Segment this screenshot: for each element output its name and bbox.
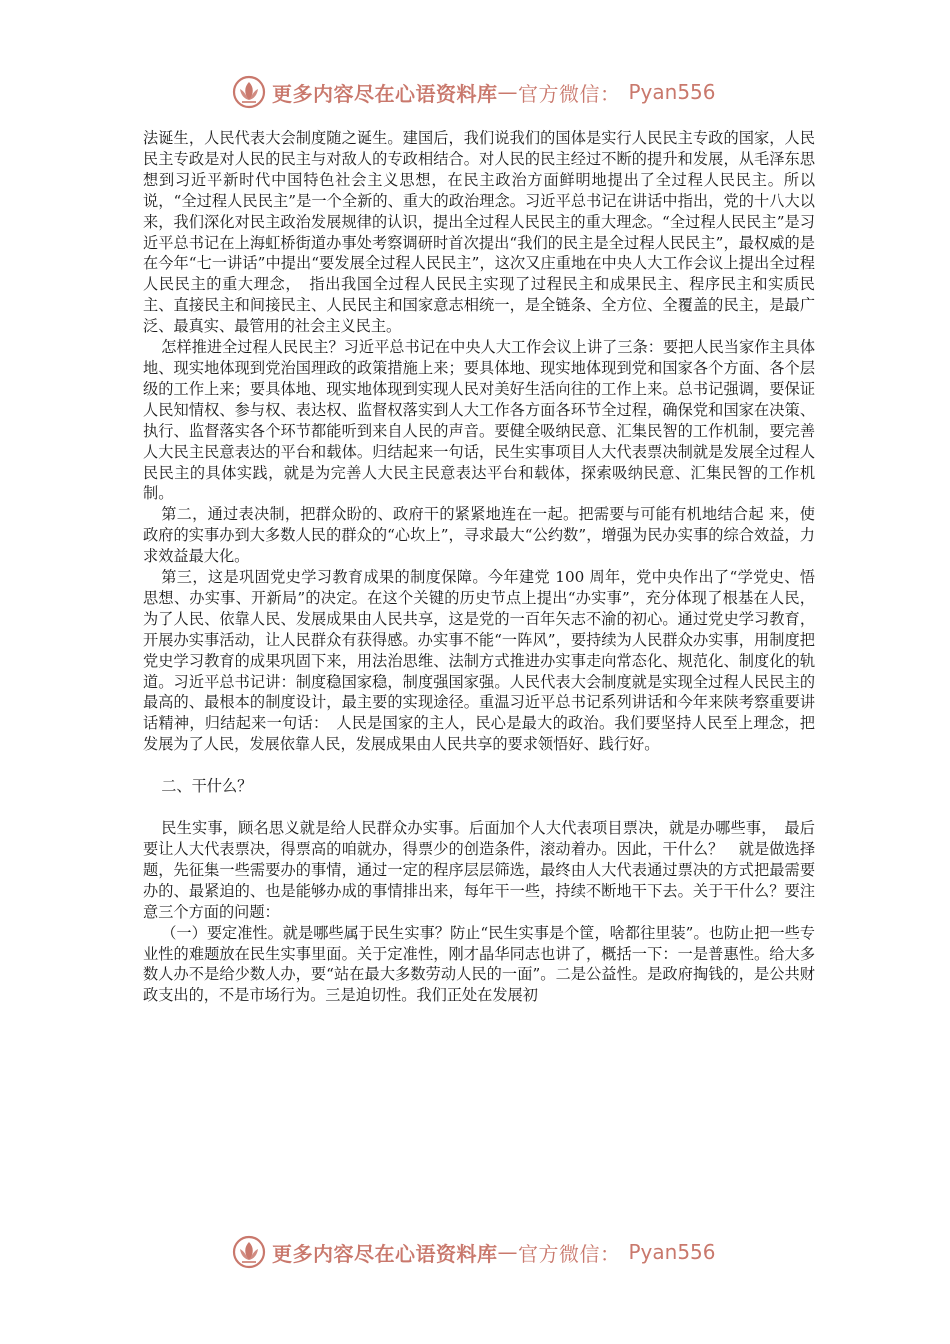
- watermark-banner-bottom: [232, 1232, 716, 1272]
- section-heading: 二、干什么？: [161, 777, 253, 796]
- paragraph: 怎样推进全过程人民民主？习近平总书记在中央人大工作会议上讲了三条：要把人民当家作主具体地、现实地体现到党治国理政的政策措施上来；要具体地、现实地体现到党和国家各个方面、各个层级的工作上来；要具体地、现实地体现到实现人民对美好生活向往的工作上来。总书记强调，要保证人民知情权、参与权、表达权、监督权落实到人大工作各方面各环节全过程，确保党和国家在决策、执行、监督落实各个环节都能听到来自人民的声音。要健全吸纳民意、汇集民智的工作机制，要完善人大民主民意表达的平台和载体。归结起来一句话，民生实事项目人大代表票决制就是发展全过程人民民主的具体实践，就是为完善人大民主民意表达平台和载体，探索吸纳民意、汇集民智的工作机制。: [143, 338, 815, 503]
- paragraph: （一）要定准性。就是哪些属于民生实事？防止“民生实事是个筐，啥都往里装”。也防止把一些专业性的难题放在民生实事里面。关于定准性，刚才晶华同志也讲了，概括一下：一是普惠性。给大多数人办不是给少数人办，要“站在最大多数劳动人民的一面”。二是公益性。是政府掏钱的，是公共财政支出的，不是市场行为。三是迫切性。我们正处在发展初: [143, 923, 815, 1005]
- lotus-logo-icon: [232, 75, 266, 109]
- watermark-wechat-label: 官方微信：: [518, 1241, 621, 1266]
- watermark-banner-top: [232, 72, 716, 112]
- watermark-wechat-id: Pyan556: [628, 80, 716, 104]
- document-body: [143, 128, 815, 1006]
- paragraph: 第二，通过表决制，把群众盼的、政府干的紧紧地连在一起。把需要与可能有机地结合起 来，使政府的实事办到大多数人民的群众的“心坎上”，寻求最大“公约数”，增强为民办实事的综合效益，力求效益最大化。: [143, 505, 815, 566]
- paragraph: 民生实事，顾名思义就是给人民群众办实事。后面加个人大代表项目票决，就是办哪些事， 最后要让人大代表票决，得票高的咱就办，得票少的创造条件，滚动着办。因此，干什么？ 就是做选择题，先征集一些需要办的事情，通过一定的程序层层筛选，最终由人大代表通过票决的方式把最需要办的、最紧迫的、也是能够办成的事情排出来，每年干一些，持续不断地干下去。关于干什么？要注意三个方面的问题：: [143, 819, 815, 921]
- watermark-brand: 更多内容尽在心语资料库: [272, 1241, 498, 1266]
- watermark-separator: —: [497, 1240, 518, 1264]
- lotus-logo-icon: [232, 1235, 266, 1269]
- watermark-wechat-label: 官方微信：: [518, 81, 621, 106]
- watermark-wechat-id: Pyan556: [628, 1240, 716, 1264]
- paragraph: 第三，这是巩固党史学习教育成果的制度保障。今年建党 100 周年，党中央作出了“学党史、悟思想、办实事、开新局”的决定。在这个关键的历史节点上提出“办实事”，充分体现了根基在人民，为了人民、依靠人民、发展成果由人民共享，这是党的一百年矢志不渝的初心。通过党史学习教育，开展办实事活动，让人民群众有获得感。办实事不能“一阵风”，要持续为人民群众办实事，用制度把党史学习教育的成果巩固下来，用法治思维、法制方式推进办实事走向常态化、规范化、制度化的轨道。习近平总书记讲：制度稳国家稳，制度强国家强。人民代表大会制度就是实现全过程人民民主的最高的、最根本的制度设计，最主要的实现途径。重温习近平总书记系列讲话和今年来陕考察重要讲话精神，归结起来一句话： 人民是国家的主人，民心是最大的政治。我们要坚持人民至上理念，把发展为了人民，发展依靠人民，发展成果由人民共享的要求领悟好、践行好。: [143, 568, 815, 754]
- paragraph: 法诞生，人民代表大会制度随之诞生。建国后，我们说我们的国体是实行人民民主专政的国家，人民民主专政是对人民的民主与对敌人的专政相结合。对人民的民主经过不断的提升和发展，从毛泽东思想到习近平新时代中国特色社会主义思想，在民主政治方面鲜明地提出了全过程人民民主。所以说，“全过程人民民主”是一个全新的、重大的政治理念。习近平总书记在讲话中指出，党的十八大以来，我们深化对民主政治发展规律的认识，提出全过程人民民主的重大理念。“全过程人民民主”是习近平总书记在上海虹桥街道办事处考察调研时首次提出“我们的民主是全过程人民民主”，最权威的是在今年“七一讲话”中提出“要发展全过程人民民主”，这次又庄重地在中央人大工作会议上提出全过程人民民主的重大理念， 指出我国全过程人民民主实现了过程民主和成果民主、程序民主和实质民主、直接民主和间接民主、人民民主和国家意志相统一，是全链条、全方位、全覆盖的民主，是最广泛、最真实、最管用的社会主义民主。: [143, 129, 815, 336]
- watermark-brand: 更多内容尽在心语资料库: [272, 81, 498, 106]
- watermark-separator: —: [497, 80, 518, 104]
